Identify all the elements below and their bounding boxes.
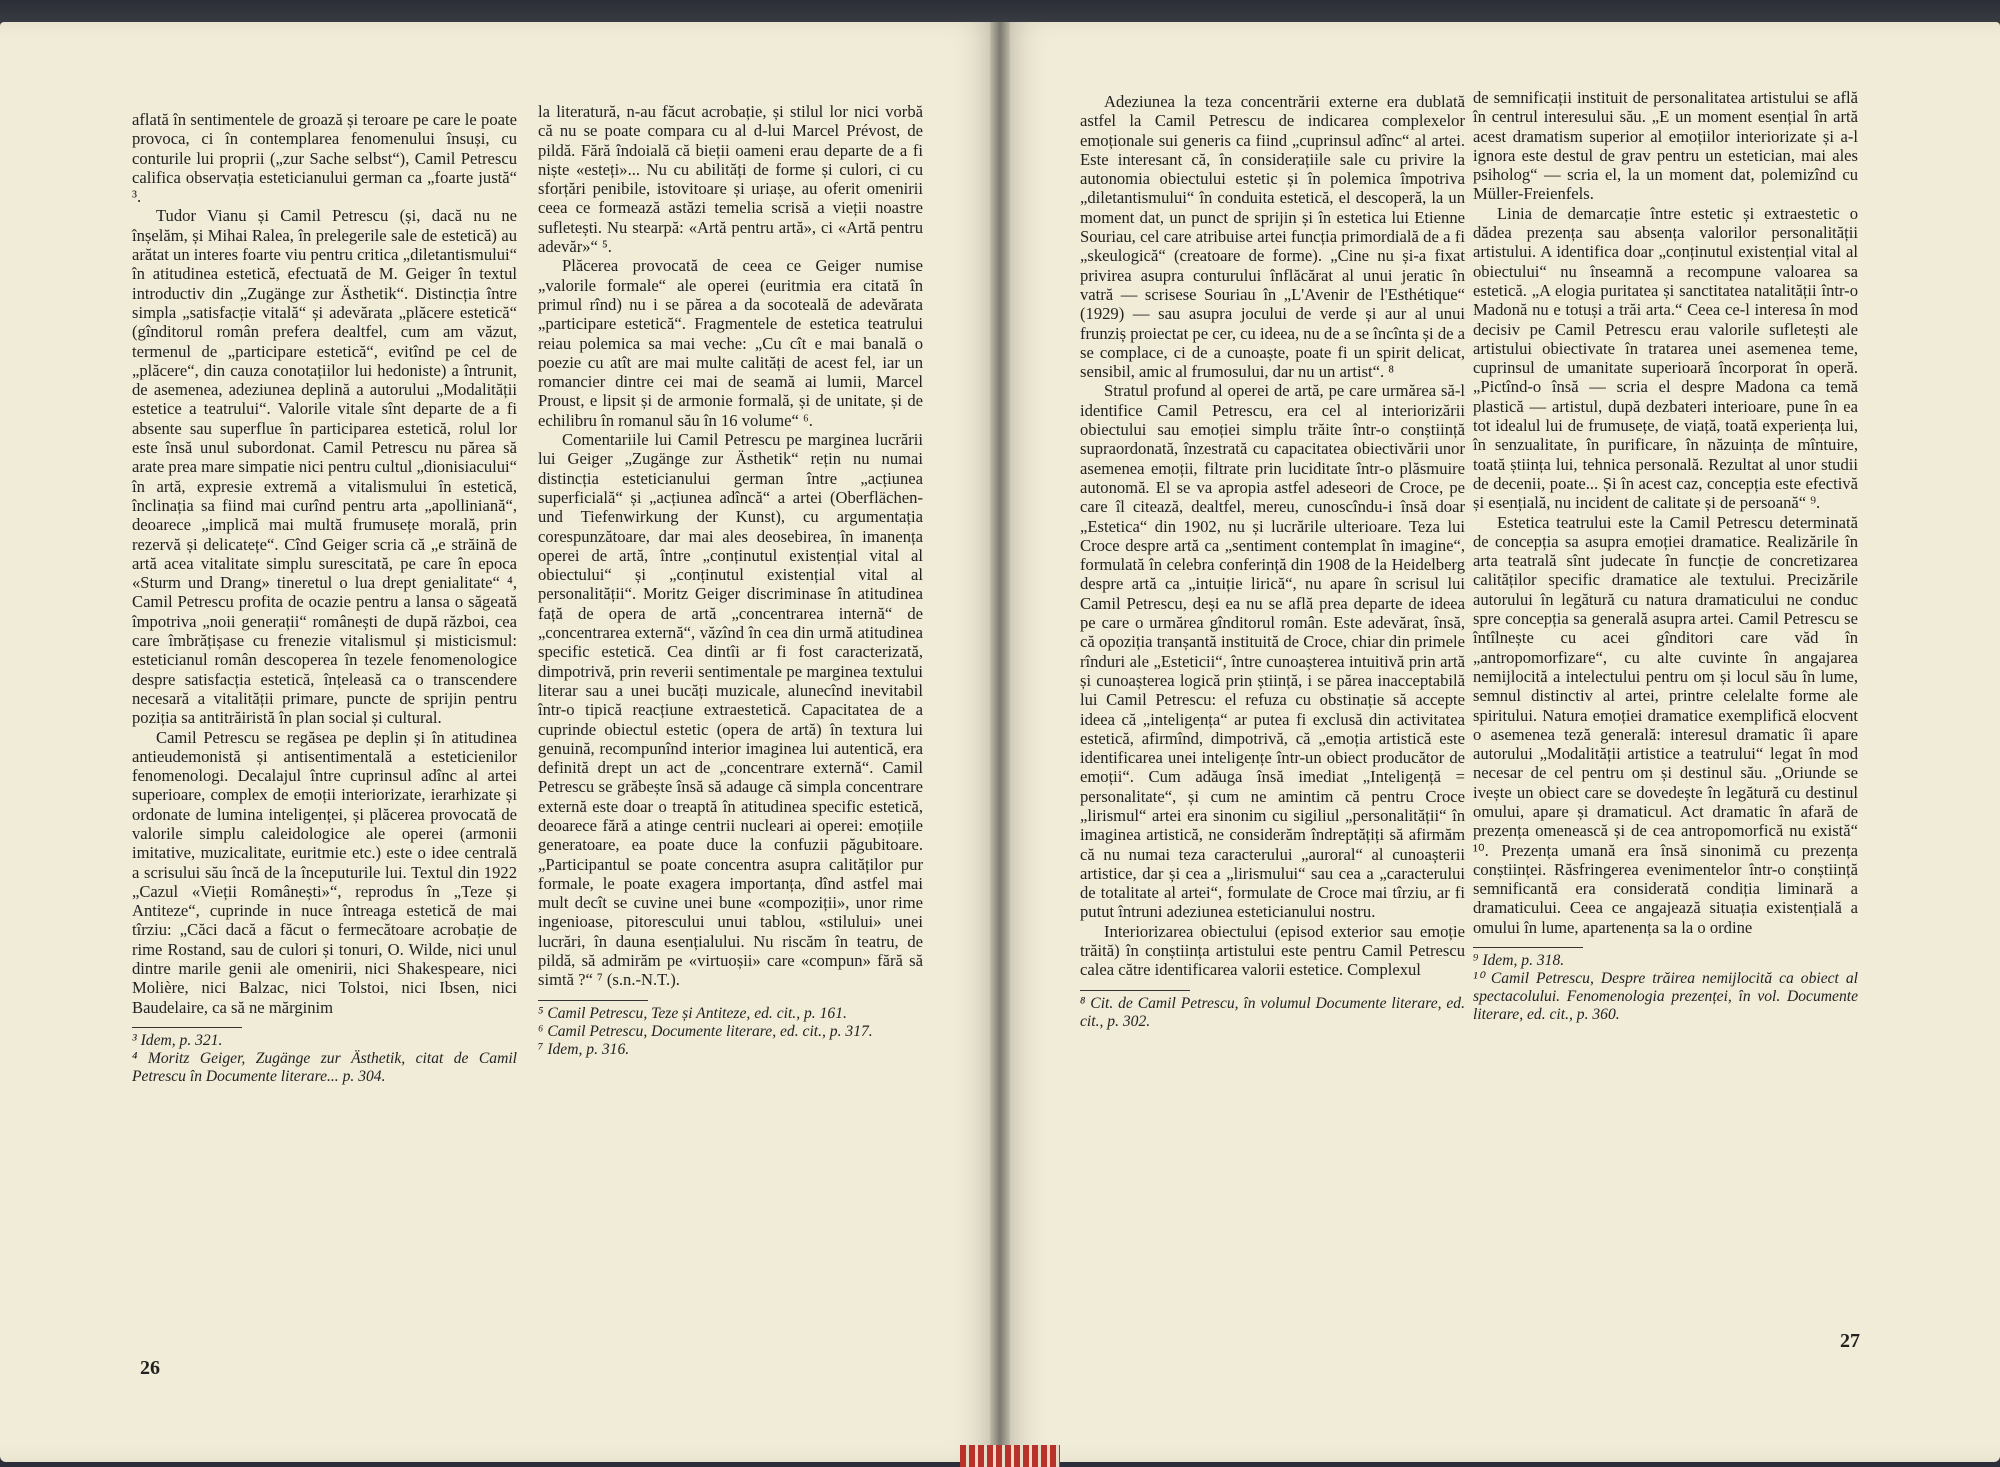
paragraph: Tudor Vianu și Camil Petrescu (și, dacă nu ne înșelăm, și Mihai Ralea, în prelegerile sale de estetică) au arătat un interes foarte viu pentru critica „diletantismului“ în atitudinea estetică, efectuată de M. Geiger în textul introductiv din „Zugänge zur Ästhetik“. Distincția între simpla „satisfacție vitală“ și adevărata „plăcere estetică“ (gînditorul român prefera dealtfel, cum am văzut, termenul de „participare estetică“, evitînd pe cel de „plăcere“, din cauza conotațiilor lui hedoniste) a întrunit, de asemenea, adeziunea deplină a autorului „Modalității estetice a teatrului“. Valorile vitale sînt departe de a fi absente sau superflue în participarea estetică, rolul lor este însă unul subordonat. Camil Petrescu nu părea să arate prea mare simpatie nici pentru cultul „dionisiacului“ în artă, expresie extremă a vitalismului în estetică, înclinația sa fiind mai curînd pentru arta „apolliniană“, deoarece „implică mai multă frumusețe morală, prin rezervă și delicatețe“. Cînd Geiger scria că „e străină de artă acea vitalitate simplu surescitată, pe care în epoca «Sturm und Drang» tineretul o lua drept genialitate“ ⁴, Camil Petrescu profita de ocazie pentru a lansa o săgeată împotriva „noii generații“ românești de după război, cea care îmbrățișase cu frenezie vitalismul și misticismul: esteticianul român descoperea în tezele fenomenologice despre satisfacția estetică, înțeleasă ca o transcendere necesară a vitalității primare, puncte de sprijin pentru poziția sa antitrăiristă în plan social și cultural. — [132, 206, 517, 728]
bookmark-ribbon — [960, 1445, 1060, 1467]
footnote-separator — [1473, 947, 1583, 948]
paragraph: la literatură, n-au făcut acrobație, și stilul lor nici vorbă că nu se poate compara cu al d-lui Marcel Prévost, de pildă. Fără îndoială că bieții oameni erau departe de a fi niște «esteți»... Nu cu abilități de forme și culori, ci cu sforțări penibile, istovitoare și uriașe, au oferit omenirii ceea ce formează astăzi temelia scrisă a vieții noastre sufletești. Nu stearpă: «Artă pentru artă», ci «Artă pentru adevăr»“ ⁵. — [538, 102, 923, 257]
footnote-separator — [538, 1000, 648, 1001]
footnote: ³ Idem, p. 321. — [132, 1031, 223, 1049]
paragraph: Interiorizarea obiectului (episod exterior sau emoție trăită) în conștiința artistului este pentru Camil Petrescu calea către identificarea valorii estetice. Complexul — [1080, 921, 1465, 980]
page-number: 26 — [140, 1357, 160, 1379]
paragraph: Plăcerea provocată de ceea ce Geiger numise „valorile formale“ ale operei (euritmia era citată în primul rînd) nu i se părea a da socoteală de adevărata „participare estetică“. Fragmentele de estetica teatrului reiau polemica sa mai veche: „Cu cît e mai banală o poezie cu atît are mai multe calități de acest fel, iar un romancier dintre cei mai de seamă ai lumii, Marcel Proust, e lipsit și de armonie formală, și de unitate, și de echilibru în romanul său în 16 volume“ ⁶. — [538, 256, 923, 430]
paragraph: Adeziunea la teza concentrării externe era dublată astfel la Camil Petrescu de indicarea complexelor emoționale sui generis ca fiind „cuprinsul adînc“ al artei. Este interesant că, în considerațiile sale cu privire la autonomia obiectului estetic și în polemica împotriva „diletantismului“ în conduita estetică, el descoperă, la un moment dat, un punct de sprijin și în estetica lui Etienne Souriau, cel care atribuise artei funcția primordială de a fi „skeulogică“ (creatoare de forme). „Cine nu și-a fixat privirea asupra conturului înflăcărat al unui jeratic în vatră — scrisese Souriau în „L'Avenir de l'Esthétique“ (1929) — sau asupra jocului de verde și aur al unui frunziș proiectat pe cer, cu ideea, nu de a se încînta și de a se complace, ci de a cunoaște, poate fi un spirit delicat, sensibil, amic al frumosului, dar nu un artist“. ⁸ — [1080, 92, 1465, 382]
footnote: ⁴ Moritz Geiger, Zugänge zur Ästhetik, citat de Camil Petrescu în Documente literare... p. 304. — [132, 1049, 517, 1085]
footnote: ⁸ Cit. de Camil Petrescu, în volumul Documente literare, ed. cit., p. 302. — [1080, 994, 1465, 1030]
paragraph: Comentariile lui Camil Petrescu pe marginea lucrării lui Geiger „Zugänge zur Ästhetik“ rețin nu numai distincția esteticianului german între „acțiunea superficială“ și „acțiunea adîncă“ a artei (Oberflächen- und Tiefenwirkung der Kunst), cu argumentația corespunzătoare, dar mai ales deosebirea, în imanența operei de artă, între „conținutul existențial vital al obiectului“ și „conținutul existențial vital al personalității“. Moritz Geiger discriminase în atitudinea față de opera de artă „concentrarea internă“ de „concentrarea externă“, văzînd în cea din urmă atitudinea specific estetică. Cea dintîi ar fi fost caracterizată, dimpotrivă, prin reverii sentimentale pe marginea textului literar sau a unei bucăți muzicale, alunecînd inevitabil într-o tipică reacțiune extraestetică. Capacitatea de a cuprinde obiectul estetic (opera de artă) în textura lui genuină, recompunînd interior imaginea lui autentică, era definită drept un act de „concentrare externă“. Camil Petrescu se grăbește însă să adauge că simpla concentrare externă este doar o treaptă în atitudinea specific estetică, deoarece fără a atinge centrii nucleari ai operei: emoțiile generatoare, ea poate duce la confuzii păgubitoare. „Participantul se poate concentra asupra calităților pur formale, le poate exagera importanța, dînd astfel mai mult decît se cuvine unei bune «compoziții», unor rime ingenioase, pitorescului unui tablou, «stilului» unei lucrări, în dauna esențialului. Nu riscăm în teatru, de pildă, să admirăm pe «virtuoșii» care «compun» fără să simtă ?“ ⁷ (s.n.-N.T.). — [538, 430, 923, 990]
paragraph: Stratul profund al operei de artă, pe care urmărea să-l identifice Camil Petrescu, era cel al interiorizării obiectului sau emoției simplu trăite într-o conștiință supraordonată, înzestrată cu capacitatea obiectivării unor asemenea emoții, filtrate prin luciditate într-o plăsmuire autonomă. El se va apropia astfel adeseori de Croce, pe care îl citează, dealtfel, mereu, cunoscîndu-i însă doar „Estetica“ din 1902, nu și lucrările ulterioare. Teza lui Croce despre artă ca „sentiment contemplat în imagine“, formulată în celebra conferință din 1908 de la Heidelberg despre artă ca „intuiție lirică“, nu apare în scrisul lui Camil Petrescu, deși ea nu se află prea departe de ideea pe care o urmărea gînditorul român. Este adevărat, însă, că opoziția tranșantă instituită de Croce, chiar din primele rînduri ale „Esteticii“, între cunoașterea intuitivă prin artă și cunoașterea logică prin știință, i se părea inacceptabilă lui Camil Petrescu: el refuza cu obstinație să accepte ideea că „inteligența“ ar putea fi exclusă din activitatea estetică, afirmînd, dimpotrivă, că „emoția artistică este identificarea unei inteligențe într-un obiect producător de emoții“. Cum adăuga însă imediat „Inteligență = personalitate“, și cum ne amintim că pentru Croce „lirismul“ artei era sinonim cu sigiliul „personalității“ în imaginea artistică, ne considerăm îndreptățiți să afirmăm că nu numai teza caracterului „auroral“ al cunoașterii artistice, dar și cea a „lirismului“ sau cea a „caracterului de totalitate al artei“, formulate de Croce mai tîrziu, ar fi putut întruni adeziunea esteticianului nostru. — [1080, 381, 1465, 922]
footnote: ⁶ Camil Petrescu, Documente literare, ed. cit., p. 317. — [538, 1022, 873, 1040]
paragraph: Camil Petrescu se regăsea pe deplin și în atitudinea antieudemonistă și antisentimentală a esteticienilor fenomenologi. Decalajul între cuprinsul adînc al artei superioare, complex de emoții interiorizate, ierarhizate și ordonate de lumina inteligenței, și plăcerea provocată de valorile simplu caleidologice ale operei (armonii imitative, muzicalitate, euritmie etc.) este o idee centrală a scrisului său încă de la începuturile lui. Textul din 1922 „Cazul «Vieții Românești»“, reprodus în „Teze și Antiteze“, cuprinde in nuce întreaga estetică de mai tîrziu: „Căci dacă a făcut o fermecătoare acrobație de rime Rostand, sau de culori și tonuri, O. Wilde, nici unul dintre marile genii ale omenirii, nici Shakespeare, nici Molière, nici Balzac, nici Tolstoi, nici Ibsen, nici Baudelaire, ca să ne mărginim — [132, 727, 517, 1017]
footnote: ⁹ Idem, p. 318. — [1473, 952, 1565, 970]
footnote-separator — [1080, 990, 1190, 991]
footnote: ⁵ Camil Petrescu, Teze și Antiteze, ed. cit., p. 161. — [538, 1004, 847, 1022]
footnote: ¹⁰ Camil Petrescu, Despre trăirea nemijlocită ca obiect al spectacolului. Fenomenologia prezenței, în vol. Documente literare, ed. cit., p. 360. — [1473, 970, 1858, 1024]
footnote: ⁷ Idem, p. 316. — [538, 1040, 630, 1058]
right-page — [1000, 22, 2000, 1462]
right-page-column-2 — [1473, 88, 1858, 1024]
paragraph: Linia de demarcație între estetic și extraestetic o dădea prezența sau absența valorilor personalității artistului. A identifica doar „conținutul existențial vital al obiectului“ nu înseamnă a recompune valoarea sa estetică. „A elogia puritatea și sanctitatea natalității într-o Madonă nu e totuși a trăi arta.“ Ceea ce-l interesa în mod decisiv pe Camil Petrescu erau valorile sufletești ale artistului obiectivate în tratarea unei asemenea teme, cuprinsul de umanitate superioară încorporat în operă. „Pictînd-o însă — scria el despre Madona ca temă plastică — artistul, după dezbateri interioare, pune în ea tot idealul lui de frumusețe, de viață, toată experiența lui, în senzualitate, în purificare, în năzuința de mîntuire, toată știința lui, tehnica personală. Rezultat al unor studii de decenii, poate... Și în acest caz, concepția este efectivă și esențială, nu incident de calitate și de persoană“ ⁹. — [1473, 203, 1858, 513]
left-page-column-2 — [538, 102, 923, 1059]
paragraph: aflată în sentimentele de groază și teroare pe care le poate provoca, ci în contemplarea fenomenului însuși, cu conturile lui proprii („zur Sache selbst“), Camil Petrescu califica observația esteticianului german ca „foarte justă“ ³. — [132, 110, 517, 207]
paragraph: de semnificații instituit de personalitatea artistului se află în centrul interesului său. „E un moment esențial în artă acest dramatism superior al emoțiilor interiorizate și a-l ignora este destul de grav pentru un estetician, mai ales psiholog“ — scria el, la un moment dat, polemizînd cu Müller-Freienfels. — [1473, 88, 1858, 204]
footnote-separator — [132, 1027, 242, 1028]
right-page-column-1 — [1080, 92, 1465, 1031]
left-page-column-1 — [132, 110, 517, 1086]
book-spine — [990, 22, 1010, 1462]
paragraph: Estetica teatrului este la Camil Petrescu determinată de concepția sa asupra emoției dramatice. Realizările în arta teatrală sînt judecate în funcție de concretizarea calităților specific dramatice ale textului. Precizările autorului în legătură cu natura dramaticului ne conduc spre concepția sa generală asupra artei. Camil Petrescu se întîlnește cu acei gînditori care văd în „antropomorfizare“, cu alte cuvinte în angajarea nemijlocită a intelectului pentru om și locul său în lume, semnul distinctiv al artei, printre celelalte forme ale spiritului. Natura emoției dramatice exemplifică elocvent o asemenea teză generală: interesul dramatic îi apare autorului „Modalității artistice a teatrului“ legat în mod necesar de cel pentru om și destinul său. „Oriunde se ivește un obiect care se dovedește în legătură cu destinul omului, apare și dramaticul. Act dramatic în afară de prezența omenească și de cea antropomorfică nu există“ ¹⁰. Prezența umană era însă sinonimă cu prezența conștiinței. Răsfringerea evenimentelor într-o conștiință semnificantă era considerată condiția liminară a dramaticului. Ceea ce angajează situația existențială a omului în lume, apartenența sa la o ordine — [1473, 512, 1858, 937]
page-number: 27 — [1840, 1330, 1860, 1352]
left-page — [0, 22, 1000, 1462]
